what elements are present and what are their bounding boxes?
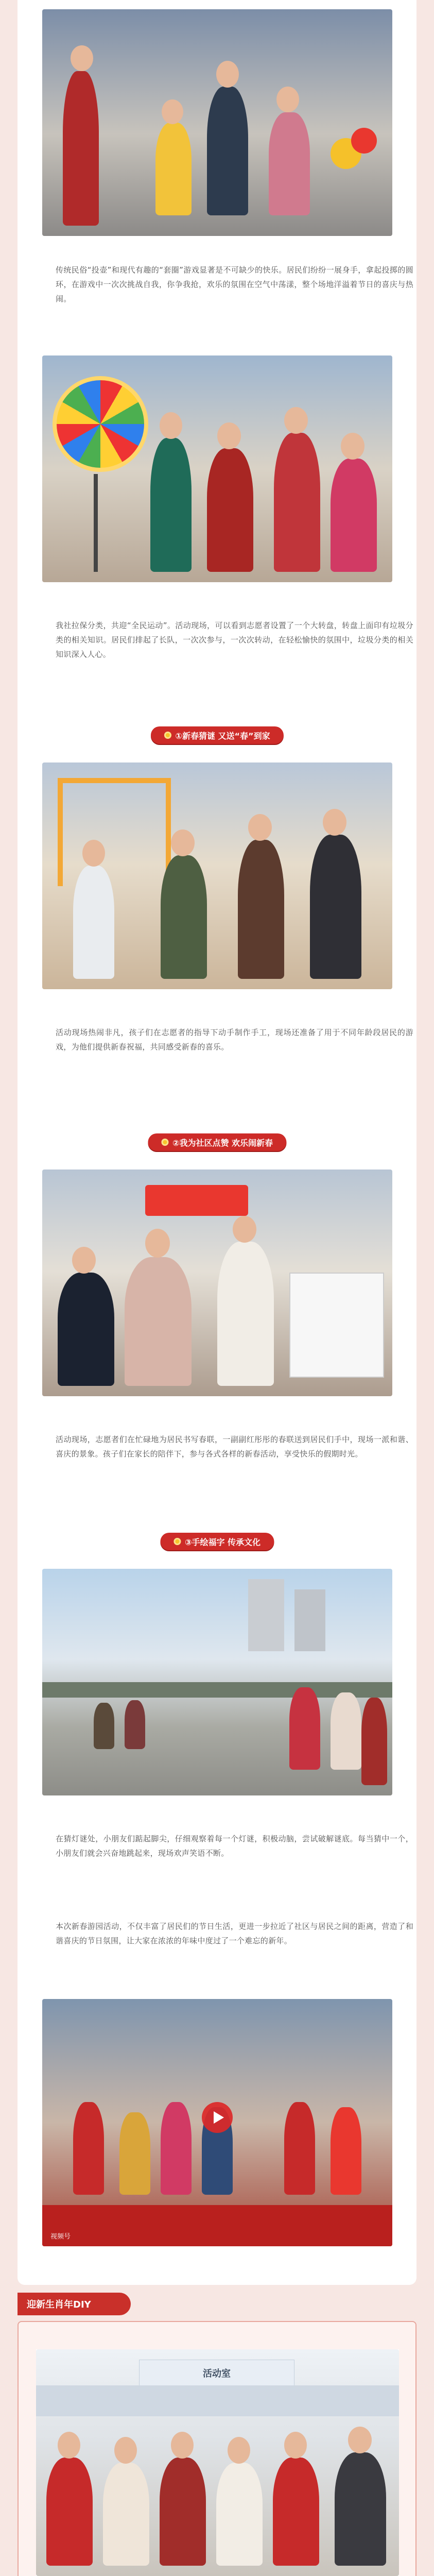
article-card — [18, 0, 416, 2285]
section-pill-2: ②我为社区点赞 欢乐闹新春 — [148, 1133, 286, 1151]
paragraph-2: 我社拉保分类，共迎“全民运动”。活动现场，可以看到志愿者设置了一个大转盘，转盘上面印有垃圾分类的相关知识。居民们排起了长队，一次次参与，一次次转动，在轻松愉快的氛围中，垃圾分类的相关知识深入人心。 — [56, 621, 413, 659]
photo-outdoor-crowd — [42, 1569, 392, 1795]
paragraph-1: 传统民俗“投壶”和现代有趣的“套圈”游戏显著是不可缺少的快乐。居民们纷纷一展身手，拿起投掷的圆环，在游戏中一次次挑战自我，你争我抢，欢乐的氛围在空气中荡漾，整个场地洋溢着节日的喜庆与热闹。 — [56, 265, 413, 303]
section-pill-1: ①新春猜谜 又送“春”到家 — [150, 726, 283, 744]
prize-wheel — [53, 376, 148, 472]
photo-kids-holiday — [42, 9, 392, 236]
paragraph-5: 在猜灯谜处，小朋友们踮起脚尖，仔细观察着每一个灯谜，积极动脑，尝试破解谜底。每当猜中一个，小朋友们就会兴奋地跳起来，现场欢声笑语不断。 — [56, 1834, 413, 1858]
photo-game-stall — [42, 762, 392, 989]
activity-room-sign: 活动室 — [139, 2360, 294, 2386]
play-icon[interactable] — [202, 2102, 233, 2133]
pill-dot-icon — [161, 1139, 168, 1146]
video-player[interactable] — [42, 1999, 392, 2246]
pill-dot-icon — [173, 1538, 181, 1545]
paragraph-4: 活动现场，志愿者们在忙碌地为居民书写春联，一副副红彤彤的春联送到居民们手中，现场一派和谐、喜庆的景象。孩子们在家长的陪伴下，参与各式各样的新春活动，享受快乐的假期时光。 — [56, 1435, 413, 1459]
photo-prize-wheel — [42, 355, 392, 582]
section-pill-3: ③手绘福字 传承文化 — [160, 1533, 274, 1550]
photo-group-diy — [36, 2349, 399, 2576]
section-title-band: 迎新生肖年DIY — [18, 2293, 131, 2315]
photo-crowd-sign — [42, 1170, 392, 1396]
pill-dot-icon — [164, 732, 171, 739]
paragraph-3: 活动现场热闹非凡，孩子们在志愿者的指导下动手制作手工，现场还准备了用于不同年龄段居民的游戏，为他们提供新春祝福，共同感受新春的喜乐。 — [56, 1028, 413, 1052]
paragraph-6: 本次新春游园活动，不仅丰富了居民们的节日生活，更进一步拉近了社区与居民之间的距离，营造了和谐喜庆的节日氛围，让大家在浓浓的年味中度过了一个难忘的新年。 — [56, 1922, 413, 1945]
video-watermark: 视频号 — [50, 2233, 71, 2241]
